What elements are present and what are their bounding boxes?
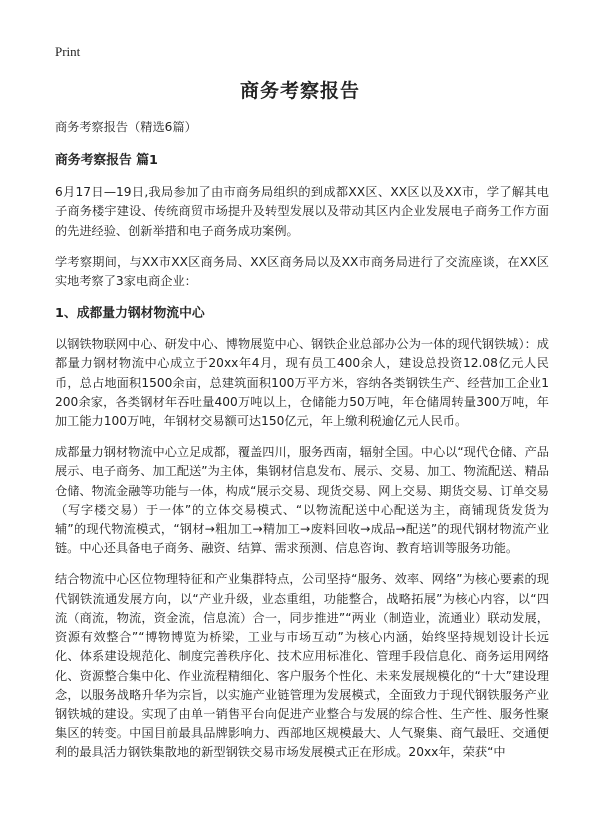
section-heading: 商务考察报告 篇1	[55, 153, 158, 169]
paragraph: 以钢铁物联网中心、研发中心、博物展览中心、钢铁企业总部办公为一体的现代钢铁城）：成都量力钢材物流中心成立于20xx年4月，现有员工400余人，建设总投资12.08亿元人民币，总占地面积1500余亩，总建筑面积100万平方米，容纳各类钢铁生产、经营加工企业1200余家，各类钢材年吞吐量400万吨以上，仓储能力50万吨，年仓储周转量300万吨，年加工能力100万吨，年钢材交易额可达150亿元，年上缴利税逾亿元人民币。	[55, 337, 549, 429]
paragraph: 学考察期间，与XX市XX区商务局、XX区商务局以及XX市商务局进行了交流座谈，在XX区实地考察了3家电商企业：	[55, 255, 549, 289]
document-body	[55, 118, 549, 775]
sub-heading: 1、成都量力钢材物流中心	[55, 305, 205, 321]
paragraph: 结合物流中心区位物理特征和产业集群特点，公司坚持“服务、效率、网络”为核心要素的现代钢铁流通发展方向，以“产业升级，业态重组，功能整合，战略拓展”为核心内容，以“四流（商流，物流，资金流，信息流）合一，同步推进”“两业（制造业，流通业）联动发展，资源有效整合”“博物博览为桥梁，工业与市场互动”为核心内涵，始终坚持规划设计长远化、体系建设规范化、制度完善秩序化、技术应用标准化、管理手段信息化、商务运用网络化、资源整合集中化、作业流程精细化、客户服务个性化、未来发展规模化的“十大”建设理念，以服务战略升华为宗旨，以实施产业链管理为发展模式，全面致力于现代钢铁服务产业钢铁城的建设。实现了由单一销售平台向促进产业整合与发展的综合性、生产性、服务性聚集区的转变。中国目前最具品牌影响力、西部地区规模最大、人气聚集、商气最旺、交通便利的最具活力钢铁集散地的新型钢铁交易市场发展模式正在形成。20xx年，荣获“中	[55, 572, 549, 760]
page-title: 商务考察报告	[239, 80, 360, 102]
print-link[interactable]: Print	[55, 44, 81, 59]
document-subtitle: 商务考察报告（精选6篇）	[55, 120, 197, 134]
paragraph: 6月17日—19日,我局参加了由市商务局组织的到成都XX区、XX区以及XX市，学了解其电子商务楼宇建设、传统商贸市场提升及转型发展以及带动其区内企业发展电子商务工作方面的先进经验、创新举措和电子商务成功案例。	[55, 184, 549, 238]
paragraph: 成都量力钢材物流中心立足成都，覆盖四川，服务西南，辐射全国。中心以“现代仓储、产品展示、电子商务、加工配送”为主体，集钢材信息发布、展示、交易、加工、物流配送、精品仓储、物流金融等功能与一体，构成“展示交易、现货交易、网上交易、期货交易、订单交易（写字楼交易）于一体”的立体交易模式、“以物流配送中心配送为主，商铺现货发货为辅”的现代物流模式，“钢材→粗加工→精加工→废料回收→成品→配送”的现代钢材物流产业链。中心还具备电子商务、融资、结算、需求预测、信息咨询、教育培训等服务功能。	[55, 445, 549, 556]
